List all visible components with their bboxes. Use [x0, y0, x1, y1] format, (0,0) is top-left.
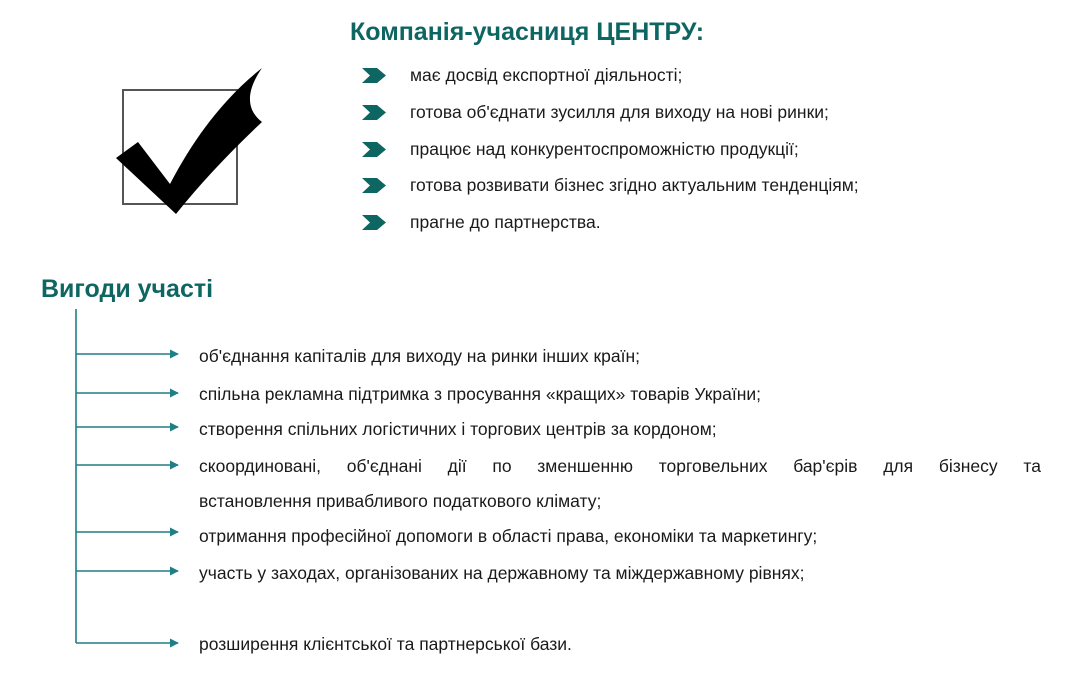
justified-word: торговельних [658, 456, 768, 476]
justified-word: бар'єрів [793, 456, 858, 476]
benefit-item: розширення клієнтської та партнерської бази. [199, 634, 572, 654]
benefit-item-continuation: встановлення привабливого податкового клімату; [199, 491, 602, 511]
criterion-text: прагне до партнерства. [410, 212, 601, 232]
benefit-item: створення спільних логістичних і торгових центрів за кордоном; [199, 419, 717, 439]
benefits-title: Вигоди участі [41, 275, 214, 303]
criterion-text: готова розвивати бізнес згідно актуальним тенденціям; [410, 175, 859, 195]
justified-word: об'єднані [346, 456, 422, 476]
justified-word: бізнесу [938, 456, 998, 476]
justified-word: для [883, 456, 914, 476]
justified-word: по [492, 456, 512, 476]
justified-word: та [1023, 456, 1041, 476]
benefit-item: об'єднання капіталів для виходу на ринки інших країн; [199, 346, 641, 366]
benefit-item: отримання професійної допомоги в області права, економіки та маркетингу; [199, 526, 818, 546]
justified-word: зменшенню [537, 456, 633, 476]
criterion-text: готова об'єднати зусилля для виходу на нові ринки; [410, 102, 829, 122]
justified-word: дії [447, 456, 467, 476]
benefit-item: спільна рекламна підтримка з просування «кращих» товарів України; [199, 384, 761, 404]
criterion-text: має досвід експортної діяльності; [410, 65, 683, 85]
justified-word: скоординовані, [199, 456, 322, 476]
criterion-text: працює над конкурентоспроможністю продукції; [410, 139, 799, 159]
company-criteria-title: Компанія-учасниця ЦЕНТРУ: [350, 18, 705, 46]
benefit-item-justified [199, 456, 1041, 477]
benefit-item: участь у заходах, організованих на державному та міждержавному рівнях; [199, 563, 805, 583]
justified-line [199, 456, 1041, 477]
